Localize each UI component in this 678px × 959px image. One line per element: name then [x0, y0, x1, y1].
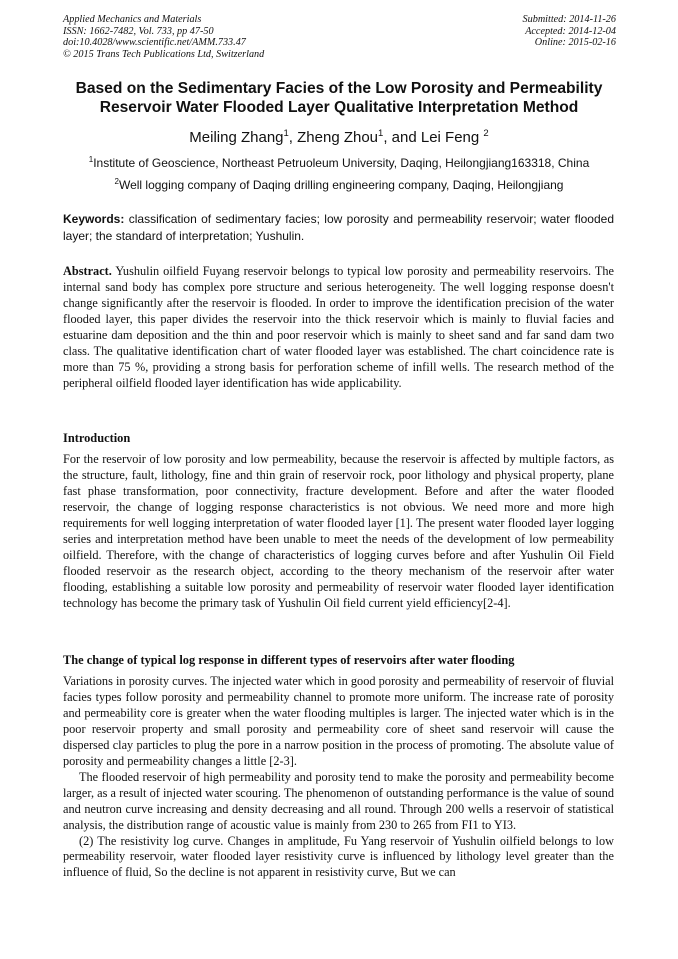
- section-heading-log-response: The change of typical log response in different types of reservoirs after water flooding: [63, 653, 515, 667]
- accepted-date: Accepted: 2014-12-04: [525, 25, 616, 37]
- title-line-2: Reservoir Water Flooded Layer Qualitative Interpretation Method: [99, 99, 579, 116]
- author-name: Lei Feng: [420, 129, 484, 146]
- keywords: [63, 211, 614, 245]
- journal-name: Applied Mechanics and Materials: [63, 14, 202, 25]
- abstract-text: Yushulin oilfield Fuyang reservoir belongs to typical low porosity and permeability reservoirs. The internal sand body has complex pore structure and serious heterogeneity. The well logging response doesn't change significantly after the reservoir is flooded. In order to improve the identification precision of the water flooded layer, this paper divides the reservoir into the thick reservoir which is mainly to fluvial facies and estuarine dam deposition and the thin and poor reservoir which is mainly to sheet sand and far sand dam two class. The qualitative identification chart of water flooded layer was established. The chart coincidence rate is more than 75 %, providing a strong basis for perforation scheme of infill wells. The research method of the peripheral oilfield flooded layer identification has wide applicability.: [63, 264, 614, 390]
- keywords-label: Keywords:: [63, 212, 125, 226]
- journal-info: [63, 14, 264, 60]
- abstract: [63, 264, 614, 392]
- author-name: Meiling Zhang: [189, 129, 284, 146]
- log-response-section: [63, 674, 614, 881]
- resistivity-paragraph: (2) The resistivity log curve. Changes in amplitude, Fu Yang reservoir of Yushulin oilfield belongs to low permeability reservoir, water flooded layer resistivity curve is influenced by lithology level greater than the influence of fluid, So the decline is not apparent in resistivity curve, But we can: [63, 833, 614, 880]
- introduction-section: [63, 452, 614, 612]
- author-affiliation-mark: 1: [283, 128, 289, 139]
- author-separator: ,: [288, 129, 298, 146]
- title-line-1: Based on the Sedimentary Facies of the Low Porosity and Permeability: [75, 80, 603, 97]
- abstract-paragraph: [63, 264, 614, 392]
- affiliation-mark: 2: [114, 177, 119, 186]
- author-affiliation-mark: 2: [483, 128, 489, 139]
- keywords-text: classification of sedimentary facies; low porosity and permeability reservoir; water flooded layer; the standard of interpretation; Yushulin.: [63, 212, 614, 243]
- affiliation-text: Institute of Geoscience, Northeast Petruoleum University, Daqing, Heilongjiang163318, China: [93, 156, 590, 170]
- introduction-paragraph: For the reservoir of low porosity and low permeability, because the reservoir is affected by multiple factors, as the structure, fault, lithology, fine and thin grain of reservoir rock, poor lithology and physical property, plane fast phase transformation, poor connectivity, fracture development. Before and after the water flooded reservoir, the change of logging response characteristics is not obvious. We need more and more high requirements for well logging interpretation of water flooded layer [1]. The present water flooded layer logging series and interpretation method have been unable to meet the needs of the development of low permeability oilfield. Therefore, with the change of characteristics of logging curves before and after Yushulin Oil Field flooded reservoir as the research object, according to the theory mechanism of the reservoir after water flooding, establishing a suitable low porosity and permeability of reservoir water flooded layer identification technology has become the primary task of Yushulin Oil field current yield efficiency[2-4].: [63, 452, 614, 610]
- issn-line: ISSN: 1662-7482, Vol. 733, pp 47-50: [63, 25, 214, 37]
- affiliation-2: [40, 177, 638, 193]
- online-date: Online: 2015-02-16: [534, 37, 616, 49]
- porosity-curves-paragraph: Variations in porosity curves. The injected water which in good porosity and permeability of reservoir of fluvial facies types follow porosity and permeability channel to promote more uniform. The increase rate of porosity and permeability core is greater when the water flooding multiples is larger. The injected water which is in the poor reservoir property and small porosity and permeability core of sheet sand reservoir will cause the dispersed clay particles to plug the pore in a narrow position in the process of promoting. The absolute value of porosity and permeability changes a little [2-3].: [63, 674, 614, 768]
- doi-line: doi:10.4028/www.scientific.net/AMM.733.47: [63, 37, 246, 49]
- author-list: [40, 128, 638, 148]
- affiliation-1: [40, 155, 638, 171]
- submission-dates: [523, 14, 616, 49]
- submitted-date: Submitted: 2014-11-26: [522, 14, 616, 25]
- affiliation-mark: 1: [88, 155, 94, 164]
- author-name: Zheng Zhou: [297, 129, 379, 146]
- section-heading-introduction: Introduction: [63, 431, 131, 445]
- abstract-label: Abstract.: [63, 264, 112, 278]
- paper-title: [40, 79, 638, 117]
- author-separator: , and: [383, 129, 421, 146]
- flooded-reservoir-paragraph: The flooded reservoir of high permeability and porosity tend to make the porosity and permeability become larger, as a result of injected water scouring. The phenomenon of outstanding performance is the value of sound and neutron curve increasing and density decreasing and all round. Through 200 wells a reservoir of statistical analysis, the distribution range of acoustic value is mainly from 230 to 265 from FI1 to YI3.: [63, 769, 614, 832]
- affiliation-text: Well logging company of Daqing drilling engineering company, Daqing, Heilongjiang: [118, 178, 564, 192]
- copyright-line: © 2015 Trans Tech Publications Ltd, Switzerland: [63, 48, 265, 60]
- author-affiliation-mark: 1: [378, 128, 384, 139]
